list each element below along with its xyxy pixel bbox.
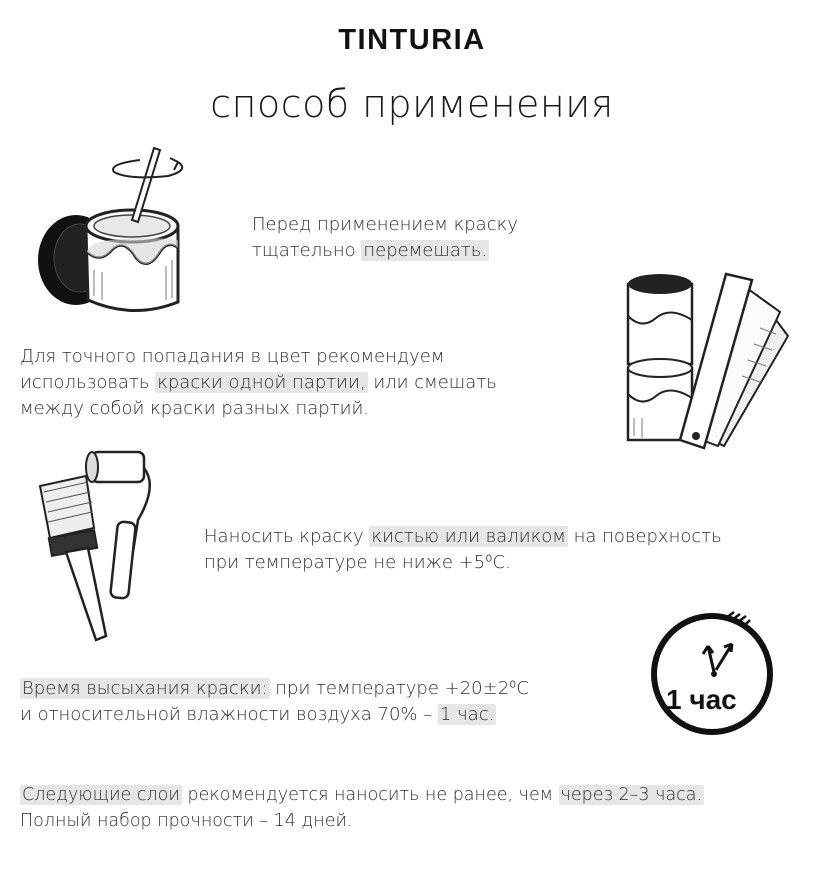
step-mix-line2 xyxy=(252,238,518,264)
step-mix-line2-prefix: тщательно xyxy=(252,240,362,261)
step-batch-line1: Для точного попадания в цвет рекомендуем xyxy=(20,346,445,367)
step-dry-line2-prefix: и относительной влажности воздуха 70% – xyxy=(20,704,438,725)
step-batch-text xyxy=(20,344,497,422)
clock-label: 1 час xyxy=(666,684,737,715)
highlight-layers: Следующие слои xyxy=(22,785,180,805)
brand-logo: TINTURIA xyxy=(338,24,486,56)
step-mix-line1: Перед применением краску xyxy=(252,214,518,235)
step-apply-text xyxy=(204,524,722,576)
step-mix-text xyxy=(252,212,518,264)
step-dry-line1-suffix: при температуре +20±2⁰С xyxy=(269,678,529,699)
paint-cans-color-fan-icon xyxy=(620,268,800,468)
step-dry-text xyxy=(20,676,529,728)
step-batch-line2-suffix: или смешать xyxy=(367,372,497,393)
step-dry-line1 xyxy=(20,676,529,702)
step-layers-line2: Полный набор прочности – 14 дней. xyxy=(20,811,353,831)
step-apply-line1-suffix: на поверхность xyxy=(567,526,722,547)
highlight-batch: краски одной партии, xyxy=(157,372,366,393)
highlight-dry-time: Время высыхания краски: xyxy=(22,678,268,699)
brush-and-roller-icon xyxy=(30,446,160,646)
page-title: способ применения xyxy=(210,82,614,126)
step-batch-line2-prefix: использовать xyxy=(20,372,156,393)
highlight-mix: перемешать. xyxy=(363,240,488,261)
step-apply-line2: при температуре не ниже +5⁰С. xyxy=(204,552,511,573)
step-layers-line1 xyxy=(20,782,704,808)
highlight-layers-time: через 2–3 часа. xyxy=(560,785,703,805)
step-layers-line1-middle: рекомендуется наносить не ранее, чем xyxy=(181,785,559,805)
paint-can-stirring-icon xyxy=(28,140,203,320)
highlight-apply: кистью или валиком xyxy=(371,526,566,547)
step-batch-line3: между собой краски разных партий. xyxy=(20,398,370,419)
step-batch-line2 xyxy=(20,370,497,396)
highlight-dry-hour: 1 час. xyxy=(439,704,495,725)
step-layers-text xyxy=(20,782,704,834)
step-apply-line1-prefix: Наносить краску xyxy=(204,526,370,547)
clock-icon xyxy=(650,604,780,734)
step-apply-line1 xyxy=(204,524,722,550)
step-dry-line2 xyxy=(20,702,529,728)
